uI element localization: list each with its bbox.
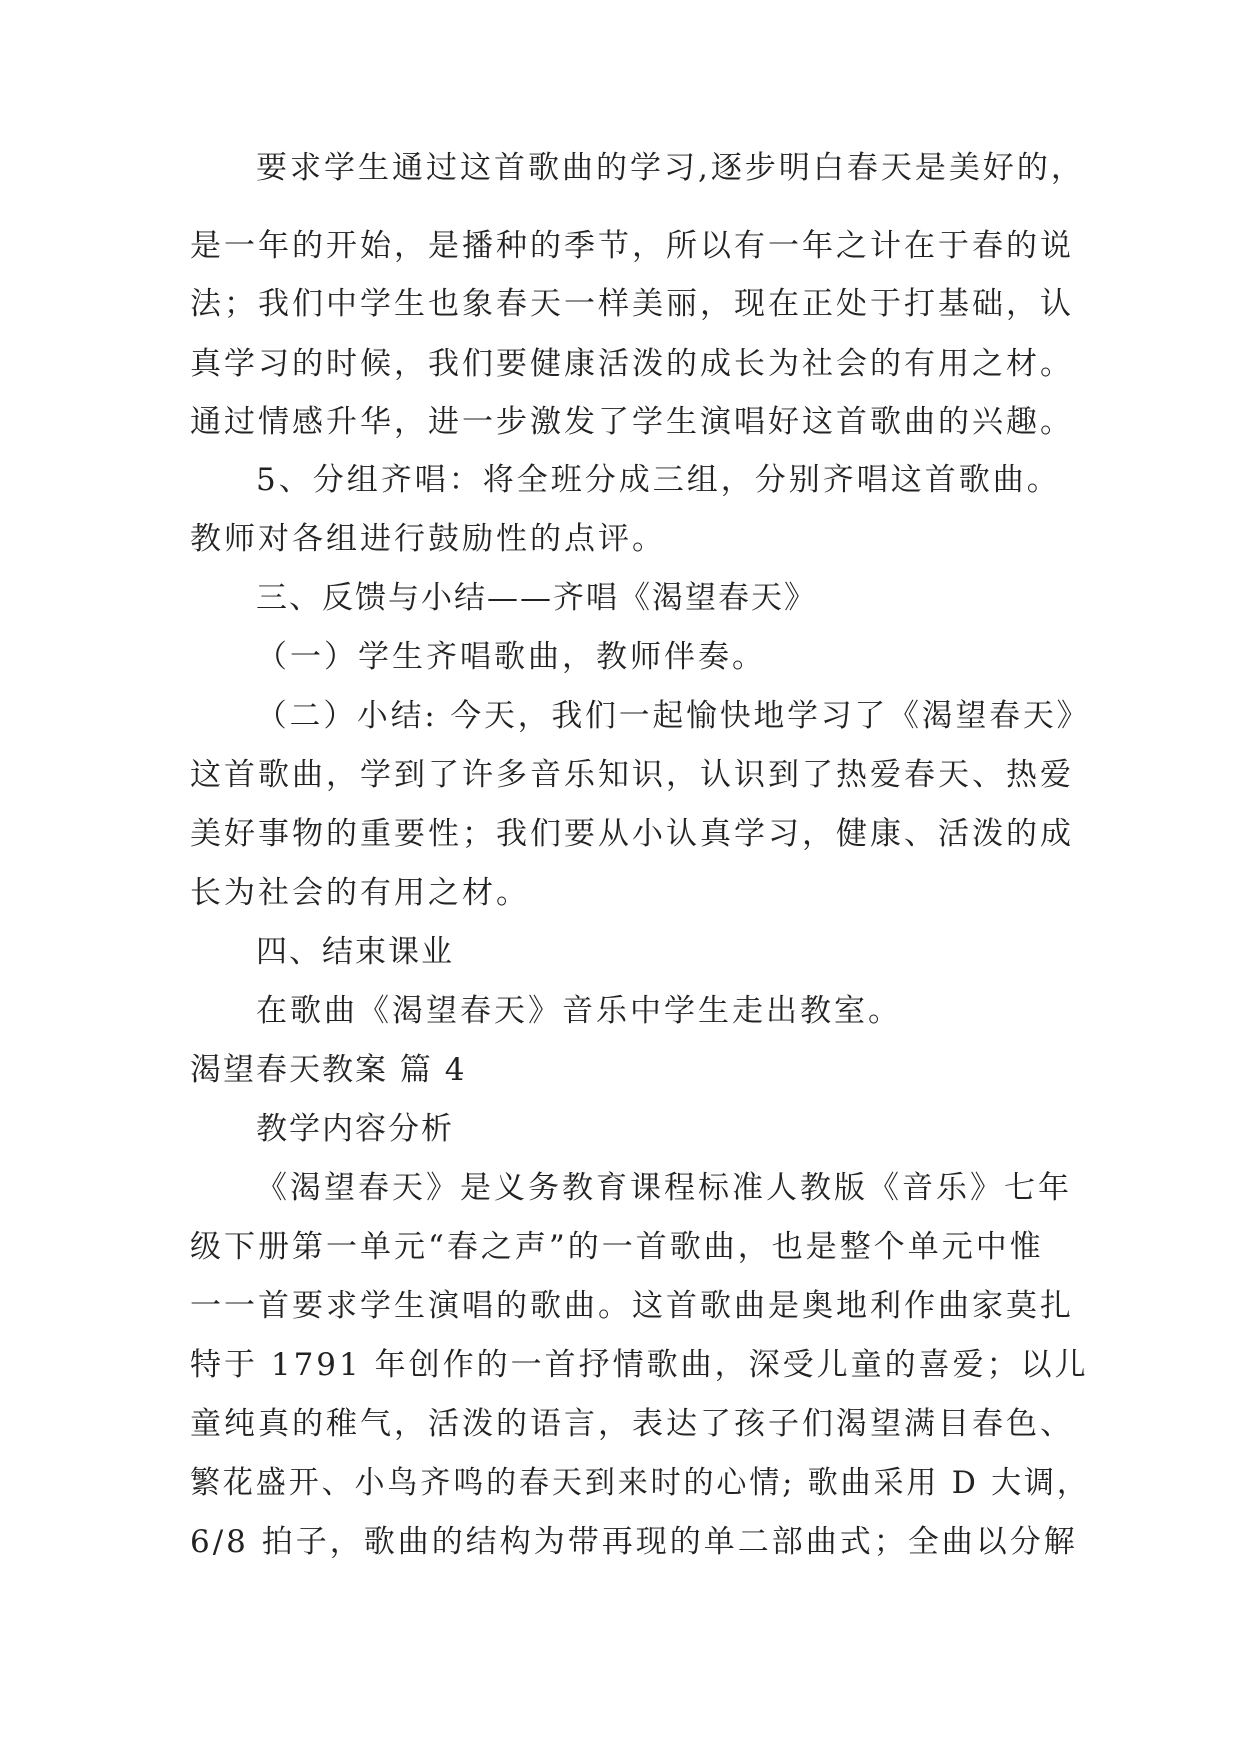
paragraph-line: 真学习的时候，我们要健康活泼的成长为社会的有用之材。 xyxy=(190,346,1074,382)
section-heading: 四、结束课业 xyxy=(256,934,454,970)
paragraph-line: 5、分组齐唱：将全班分成三组，分别齐唱这首歌曲。 xyxy=(256,462,1061,498)
paragraph-line: 是一年的开始，是播种的季节，所以有一年之计在于春的说 xyxy=(190,228,1074,264)
section-heading: 三、反馈与小结——齐唱《渴望春天》 xyxy=(256,580,817,616)
section-heading: 教学内容分析 xyxy=(256,1111,454,1147)
paragraph-line: 要求学生通过这首歌曲的学习,逐步明白春天是美好的， xyxy=(256,150,1085,186)
paragraph-line: 法；我们中学生也象春天一样美丽，现在正处于打基础，认 xyxy=(190,286,1074,322)
paragraph-line: 这首歌曲，学到了许多音乐知识，认识到了热爱春天、热爱 xyxy=(190,757,1074,793)
paragraph-line: 《渴望春天》是义务教育课程标准人教版《音乐》七年 xyxy=(256,1170,1072,1206)
paragraph-line: 童纯真的稚气，活泼的语言，表达了孩子们渴望满目春色、 xyxy=(190,1406,1074,1442)
paragraph-line: 特于 1791 年创作的一首抒情歌曲，深受儿童的喜爱；以儿 xyxy=(190,1347,1089,1383)
paragraph-line: 美好事物的重要性；我们要从小认真学习，健康、活泼的成 xyxy=(190,816,1074,852)
paragraph-line: 一一首要求学生演唱的歌曲。这首歌曲是奥地利作曲家莫扎 xyxy=(190,1288,1074,1324)
paragraph-line: 通过情感升华，进一步激发了学生演唱好这首歌曲的兴趣。 xyxy=(190,404,1074,440)
paragraph-line: 在歌曲《渴望春天》音乐中学生走出教室。 xyxy=(256,993,902,1029)
paragraph-line: （一）学生齐唱歌曲，教师伴奏。 xyxy=(256,639,766,675)
paragraph-line: 教师对各组进行鼓励性的点评。 xyxy=(190,521,666,557)
paragraph-line: 繁花盛开、小鸟齐鸣的春天到来时的心情; 歌曲采用 D 大调， xyxy=(190,1465,1090,1501)
paragraph-line: 级下册第一单元“春之声”的一首歌曲，也是整个单元中惟 xyxy=(190,1229,1044,1265)
paragraph-line: （二）小结: 今天，我们一起愉快地学习了《渴望春天》 xyxy=(256,698,1091,734)
document-title: 渴望春天教案 篇 4 xyxy=(190,1052,467,1088)
paragraph-line: 长为社会的有用之材。 xyxy=(190,875,530,911)
paragraph-line: 6/8 拍子，歌曲的结构为带再现的单二部曲式；全曲以分解 xyxy=(190,1524,1078,1560)
